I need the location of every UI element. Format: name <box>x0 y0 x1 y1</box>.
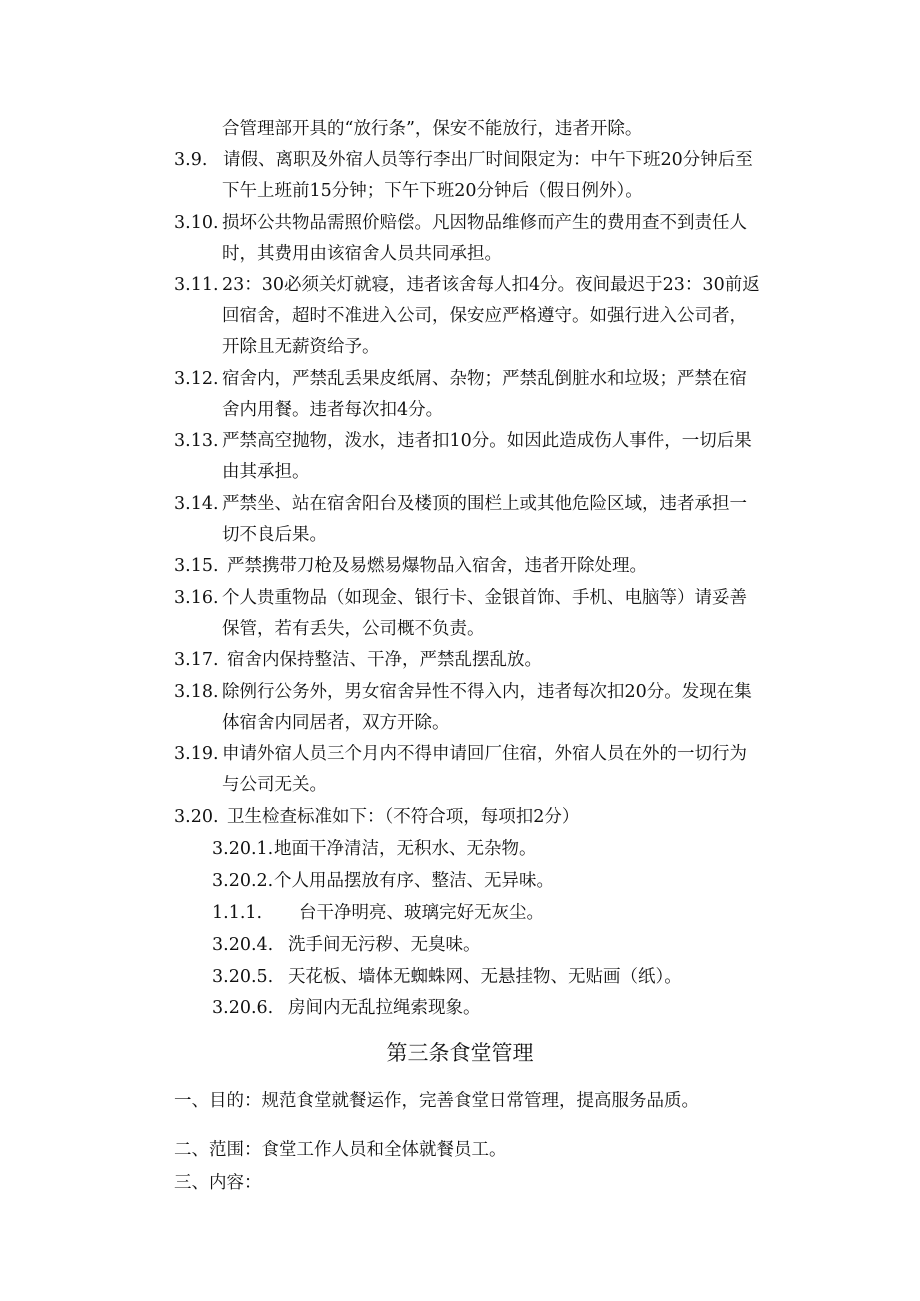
item-3-12 <box>174 367 747 391</box>
item-3-15 <box>174 554 647 578</box>
item-number: 3.11. <box>174 275 219 295</box>
item-3-18 <box>174 680 752 704</box>
item-text-continued: 体宿舍内同居者，双方开除。 <box>222 713 450 733</box>
item-number: 3.10. <box>174 213 219 233</box>
item-text-continued: 舍内用餐。违者每次扣4分。 <box>222 400 444 420</box>
item-text: 卫生检查标准如下：（不符合项，每项扣2分） <box>227 807 580 827</box>
subitem-number: 3.20.2. <box>212 871 274 891</box>
subitem-number: 1.1.1. <box>212 903 263 923</box>
subitem-text: 地面干净清洁，无积水、无杂物。 <box>274 839 537 859</box>
subitem-text: 洗手间无污秽、无臭味。 <box>288 935 481 955</box>
item-number: 3.19. <box>174 744 219 764</box>
subitem-text: 台干净明亮、玻璃完好无灰尘。 <box>299 903 544 923</box>
subitem-1-1-1 <box>212 901 544 925</box>
item-text-continued: 与公司无关。 <box>222 775 327 795</box>
item-text-continued: 下午上班前15分钟；下午下班20分钟后（假日例外）。 <box>222 181 643 201</box>
item-text-continued: 回宿舍，超时不准进入公司，保安应严格遵守。如强行进入公司者， <box>222 306 747 326</box>
item-3-11 <box>174 273 760 297</box>
item-number: 3.15. <box>174 556 219 576</box>
subitem-3-20-4 <box>212 933 481 957</box>
item-text: 23：30必须关灯就寝，违者该舍每人扣4分。夜间最迟于23：30前返 <box>222 275 760 295</box>
section-title: 第三条食堂管理 <box>386 1041 534 1065</box>
subitem-text: 个人用品摆放有序、整洁、无异味。 <box>274 871 554 891</box>
item-text-continued: 切不良后果。 <box>222 525 327 545</box>
item-3-13 <box>174 429 752 453</box>
item-number: 3.20. <box>174 807 219 827</box>
item-text: 请假、离职及外宿人员等行李出厂时间限定为：中午下班20分钟后至 <box>223 150 753 170</box>
subitem-number: 3.20.6. <box>212 998 274 1018</box>
paragraph-purpose: 一、目的：规范食堂就餐运作，完善食堂日常管理，提高服务品质。 <box>174 1091 699 1111</box>
item-3-17 <box>174 648 542 672</box>
item-3-10 <box>174 211 747 235</box>
item-3-20 <box>174 805 579 829</box>
paragraph-scope: 二、范围：食堂工作人员和全体就餐员工。 <box>174 1140 507 1160</box>
item-number: 3.14. <box>174 494 219 514</box>
item-number: 3.9. <box>174 150 208 170</box>
item-number: 3.12. <box>174 369 219 389</box>
item-3-9 <box>174 148 753 172</box>
item-text-continued: 保管，若有丢失，公司概不负责。 <box>222 619 485 639</box>
item-text: 个人贵重物品（如现金、银行卡、金银首饰、手机、电脑等）请妥善 <box>222 588 747 608</box>
item-text: 严禁坐、站在宿舍阳台及楼顶的围栏上或其他危险区域，违者承担一 <box>222 494 747 514</box>
subitem-number: 3.20.5. <box>212 967 274 987</box>
subitem-number: 3.20.1. <box>212 839 274 859</box>
item-text-continued: 由其承担。 <box>222 462 310 482</box>
subitem-3-20-6 <box>212 996 481 1020</box>
continuation-line: 合管理部开具的“放行条”，保安不能放行，违者开除。 <box>222 119 643 139</box>
item-text: 严禁高空抛物，泼水，违者扣10分。如因此造成伤人事件，一切后果 <box>222 431 752 451</box>
item-number: 3.18. <box>174 682 219 702</box>
subitem-text: 天花板、墙体无蜘蛛网、无悬挂物、无贴画（纸）。 <box>288 967 682 987</box>
subitem-3-20-1 <box>212 837 537 861</box>
subitem-text: 房间内无乱拉绳索现象。 <box>288 998 481 1018</box>
item-number: 3.16. <box>174 588 219 608</box>
item-text: 宿舍内保持整洁、干净，严禁乱摆乱放。 <box>227 650 542 670</box>
item-text: 申请外宿人员三个月内不得申请回厂住宿，外宿人员在外的一切行为 <box>222 744 747 764</box>
item-text-continued: 时，其费用由该宿舍人员共同承担。 <box>222 244 502 264</box>
subitem-3-20-2 <box>212 869 554 893</box>
item-number: 3.13. <box>174 431 219 451</box>
item-3-16 <box>174 586 747 610</box>
item-text: 损坏公共物品需照价赔偿。凡因物品维修而产生的费用查不到责任人 <box>222 213 747 233</box>
item-3-14 <box>174 492 747 516</box>
item-3-19 <box>174 742 747 766</box>
item-number: 3.17. <box>174 650 219 670</box>
item-text: 除例行公务外，男女宿舍异性不得入内，违者每次扣20分。发现在集 <box>222 682 752 702</box>
item-text: 严禁携带刀枪及易燃易爆物品入宿舍，违者开除处理。 <box>227 556 647 576</box>
subitem-number: 3.20.4. <box>212 935 274 955</box>
paragraph-content: 三、内容： <box>174 1173 262 1193</box>
item-text-continued: 开除且无薪资给予。 <box>222 337 380 357</box>
item-text: 宿舍内，严禁乱丢果皮纸屑、杂物；严禁乱倒脏水和垃圾；严禁在宿 <box>222 369 747 389</box>
subitem-3-20-5 <box>212 965 682 989</box>
